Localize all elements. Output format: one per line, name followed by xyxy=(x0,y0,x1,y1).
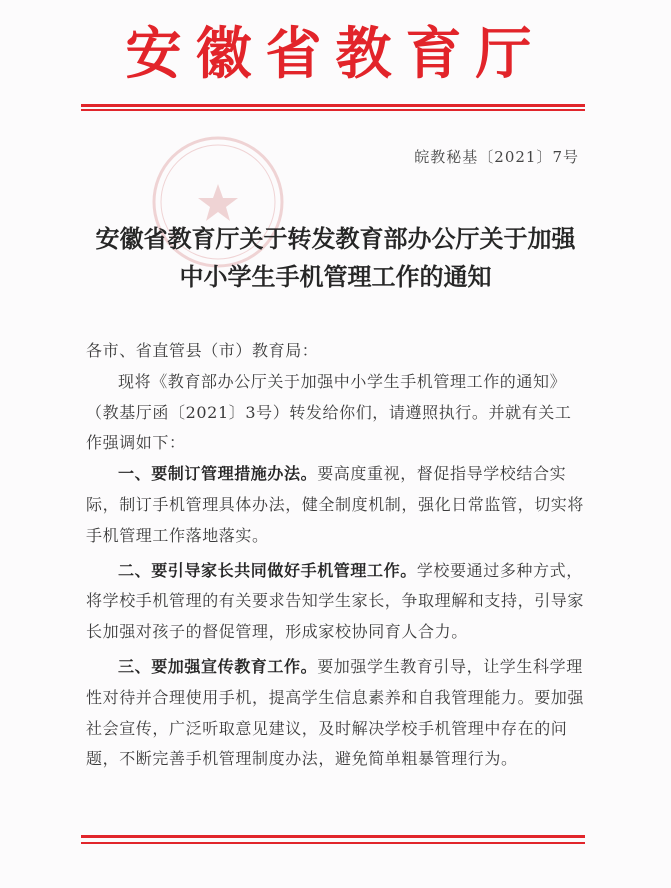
item-text-1: 要高度重视，督促指导学校结合实际，制订手机管理具体办法，健全制度机制，强化日常监管，切实将手机管理工作落地落实。 xyxy=(86,464,585,545)
item-paragraph-2 xyxy=(86,556,586,648)
intro-paragraph: 现将《教育部办公厅关于加强中小学生手机管理工作的通知》（教基厅函〔2021〕3号）转发给你们，请遵照执行。并就有关工作强调如下： xyxy=(86,371,572,453)
item-heading-3: 三、要加强宣传教育工作。 xyxy=(118,656,318,676)
title-line-1: 安徽省教育厅关于转发教育部办公厅关于加强 xyxy=(95,224,576,253)
item-text-2: 学校要通过多种方式，将学校手机管理的有关要求告知学生家长，争取理解和支持，引导家长加强对孩子的督促管理，形成家校协同育人合力。 xyxy=(86,560,585,642)
header-red-rule-thin xyxy=(81,109,585,111)
salutation: 各市、省直管县（市）教育局： xyxy=(86,341,319,360)
document-number: 皖教秘基〔2021〕7号 xyxy=(414,148,579,166)
footer-red-rule-thin xyxy=(81,842,585,844)
footer-red-rule xyxy=(81,835,585,838)
agency-masthead: 安徽省教育厅 xyxy=(125,22,546,87)
title-line-2: 中小学生手机管理工作的通知 xyxy=(179,262,492,291)
item-heading-2: 二、要引导家长共同做好手机管理工作。 xyxy=(118,560,417,580)
document-body xyxy=(86,336,586,775)
document-title xyxy=(60,220,611,296)
item-paragraph-1 xyxy=(86,459,586,551)
item-text-3: 要加强学生教育引导，让学生科学理性对待并合理使用手机，提高学生信息素养和自我管理能力。要加强社会宣传，广泛听取意见建议，及时解决学校手机管理中存在的问题，不断完善手机管理制度办法，避免简单粗暴管理行为。 xyxy=(86,656,585,769)
item-heading-1: 一、要制订管理措施办法。 xyxy=(118,464,318,484)
item-paragraph-3 xyxy=(86,652,586,775)
header-red-rule xyxy=(81,104,585,107)
